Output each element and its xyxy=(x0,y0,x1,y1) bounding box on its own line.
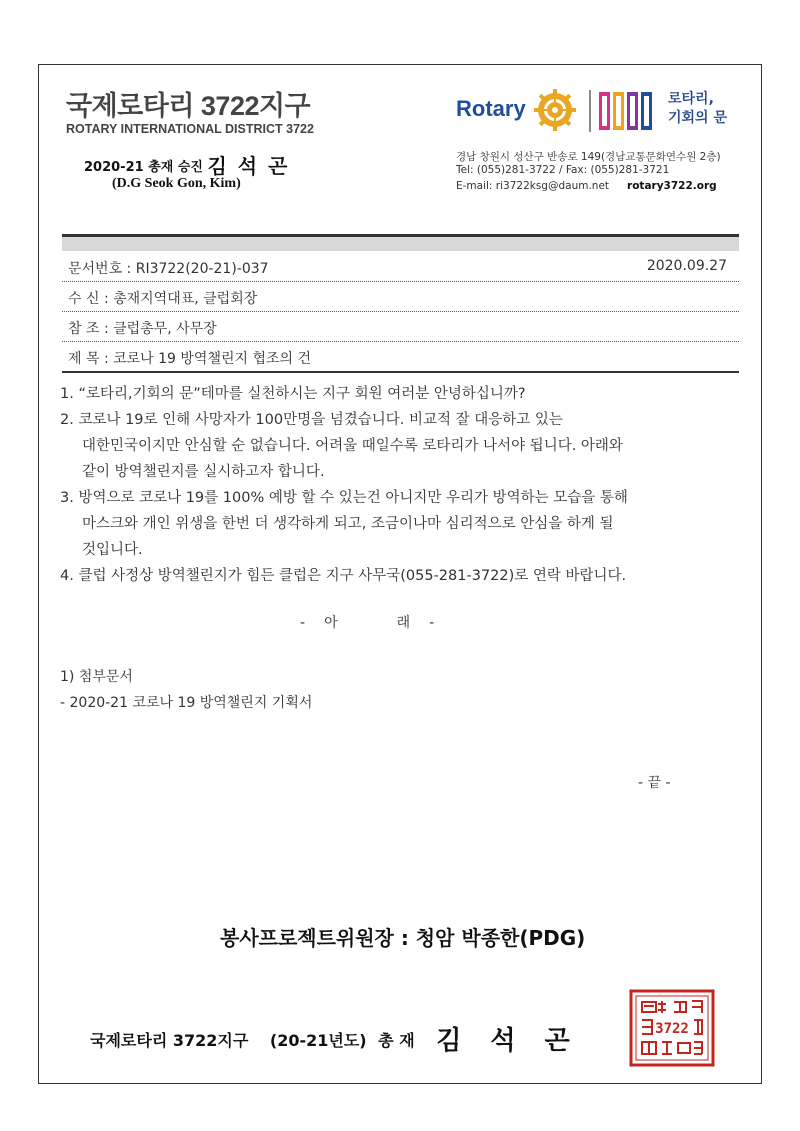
attachment-item: - 2020-21 코로나 19 방역챌린지 기획서 xyxy=(60,695,313,711)
office-address: 경남 창원시 성산구 반송로 149(경남교통문화연수원 2층) xyxy=(456,151,721,163)
header-band xyxy=(62,237,739,251)
svg-text:3722: 3722 xyxy=(655,1021,689,1037)
signature-name: 김 석 곤 xyxy=(436,1026,580,1056)
doc-number-row xyxy=(62,251,739,282)
governor-title: 2020-21 총재 승진 xyxy=(84,160,203,175)
theme-line-2: 기회의 문 xyxy=(668,110,727,126)
reference: 참 조 : 클럽총무, 사무장 xyxy=(68,321,217,337)
paragraph-2-line-1: 2. 코로나 19로 인해 사망자가 100만명을 넘겼습니다. 비교적 잘 대응하고 있는 xyxy=(60,412,563,428)
governor-english-name: (D.G Seok Gon, Kim) xyxy=(112,176,241,191)
divider-dash-right: - xyxy=(429,615,436,631)
opportunity-doors-logo xyxy=(597,88,659,132)
divider-word-2: 래 xyxy=(396,615,412,631)
subject: 제 목 : 코로나 19 방역챌린지 협조의 건 xyxy=(68,351,312,367)
paragraph-3-line-3: 것입니다. xyxy=(82,542,143,558)
end-mark: - 끝 - xyxy=(638,775,671,791)
signature-title: 총 재 xyxy=(378,1031,415,1050)
rotary-wheel-icon xyxy=(533,88,577,132)
signature-org: 국제로타리 3722지구 xyxy=(90,1031,249,1050)
doc-date: 2020.09.27 xyxy=(646,258,727,274)
office-email: E-mail: ri3722ksg@daum.net xyxy=(456,180,610,192)
governor-seal-icon xyxy=(628,988,716,1068)
committee-chair: 봉사프로젝트위원장 : 청암 박종한(PDG) xyxy=(220,926,586,950)
theme-text xyxy=(668,90,727,128)
theme-line-1: 로타리, xyxy=(668,91,714,107)
recipient: 수 신 : 총재지역대표, 클럽회장 xyxy=(68,291,258,307)
signature-term: (20-21년도) xyxy=(269,1031,367,1050)
signature-line xyxy=(90,1020,580,1057)
section-divider xyxy=(300,612,435,632)
recipient-row xyxy=(62,281,739,312)
website-link[interactable]: rotary3722.org xyxy=(627,180,717,192)
rotary-wordmark: Rotary xyxy=(456,96,526,121)
org-title-english: ROTARY INTERNATIONAL DISTRICT 3722 xyxy=(66,122,314,136)
org-title-korean: 국제로타리 3722지구 xyxy=(66,91,311,121)
reference-row xyxy=(62,311,739,342)
attachment-heading: 1) 첨부문서 xyxy=(60,669,133,685)
paragraph-4: 4. 클럽 사정상 방역챌린지가 힘든 클럽은 지구 사무국(055-281-3722)로 연락 바랍니다. xyxy=(60,568,627,584)
divider-dash-left: - xyxy=(300,615,307,631)
office-contact xyxy=(456,180,717,192)
paragraph-2-line-3: 같이 방역챌린지를 실시하고자 합니다. xyxy=(82,464,325,480)
paragraph-3-line-1: 3. 방역으로 코로나 19를 100% 예방 할 수 있는건 아니지만 우리가 방역하는 모습을 통해 xyxy=(60,490,628,506)
divider-word-1: 아 xyxy=(324,615,339,631)
governor-line xyxy=(84,150,289,179)
logo-divider xyxy=(589,90,591,132)
paragraph-2-line-2: 대한민국이지만 안심할 순 없습니다. 어려울 때일수록 로타리가 나서야 됩니다. 아래와 xyxy=(82,438,623,454)
paragraph-1: 1. “로타리,기회의 문”테마를 실천하시는 지구 회원 여러분 안녕하십니까? xyxy=(60,386,526,402)
office-phone: Tel: (055)281-3722 / Fax: (055)281-3721 xyxy=(456,164,670,176)
paragraph-3-line-2: 마스크와 개인 위생을 한번 더 생각하게 되고, 조금이나마 심리적으로 안심을 하게 될 xyxy=(82,516,614,532)
subject-row xyxy=(62,341,739,373)
doc-number: 문서번호 : RI3722(20-21)-037 xyxy=(68,261,269,277)
governor-name: 김 석 곤 xyxy=(207,154,290,178)
